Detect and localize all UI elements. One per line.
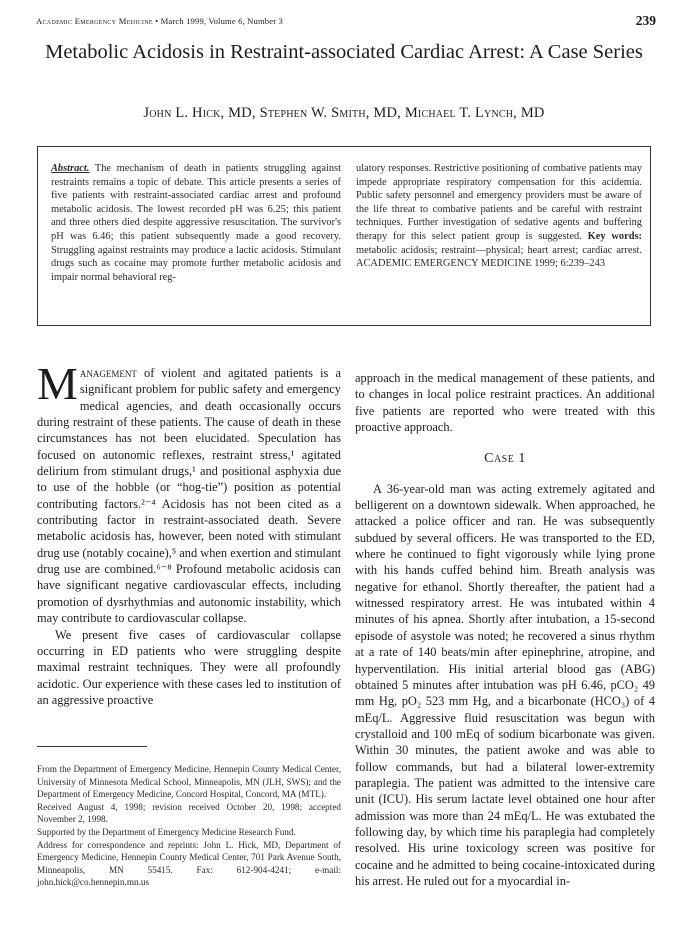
keywords-label: Key words: bbox=[587, 230, 642, 242]
footnote-affiliation: From the Department of Emergency Medicine, Hennepin County Medical Center, University of Minnesota Medical School, Minneapolis, MN (JLH, SWS); and the Department of Emergency Medicine, Concord Hospital, Concord, MA (MTL). bbox=[37, 764, 341, 800]
intro-paragraph-2: We present five cases of cardiovascular collapse occurring in ED patients who were struggling despite maximal restraint techniques. They were all profoundly acidotic. Our experience with these cases led to institution of an aggressive proactive bbox=[37, 627, 341, 707]
abstract-column-right bbox=[356, 162, 642, 271]
issue-info: March 1999, Volume 6, Number 3 bbox=[160, 16, 283, 26]
journal-name: Academic Emergency Medicine bbox=[36, 16, 153, 26]
abstract-box bbox=[37, 146, 651, 326]
footnote-correspondence: Address for correspondence and reprints: John L. Hick, MD, Department of Emergency Medicine, Hennepin County Medical Center, 701 Park Avenue South, Minneapolis, MN 55415. Fax: 612-904-4241; e-mail: john.hick@co.hennepin.mn.us bbox=[37, 839, 341, 888]
author-list: John L. Hick, MD, Stephen W. Smith, MD, Michael T. Lynch, MD bbox=[143, 105, 545, 121]
footnote-support: Supported by the Department of Emergency Medicine Research Fund. bbox=[37, 826, 296, 837]
page-number: 239 bbox=[635, 13, 656, 28]
intro-first-word: anagement bbox=[79, 366, 137, 380]
journal-info bbox=[36, 16, 283, 26]
article-title: Metabolic Acidosis in Restraint-associated Cardiac Arrest: A Case Series bbox=[45, 41, 643, 63]
footnote-rule bbox=[37, 746, 147, 747]
abstract-column-left bbox=[51, 162, 341, 284]
intro-paragraph-2-continued: approach in the medical management of these patients, and to changes in local police restraint practices. An additional five patients are reported who were treated with this proactive approach. bbox=[355, 371, 655, 435]
drop-cap: M bbox=[37, 358, 78, 409]
abstract-label: Abstract. bbox=[51, 163, 90, 174]
separator: • bbox=[155, 16, 159, 26]
intro-paragraph bbox=[37, 358, 342, 627]
footnote-dates: Received August 4, 1998; revision received October 20, 1998; accepted November 2, 1998. bbox=[37, 801, 341, 825]
abstract-text-right: ulatory responses. Restrictive positioning of combative patients may impede appropriate respiratory compensation for this acidemia. Public safety personnel and emergency providers must be aware of the life threat to combative patients and be careful with restraint techniques. Further investigation of sedative agents and buffering therapy for this select patient group is suggested. bbox=[356, 163, 642, 242]
keywords: metabolic acidosis; restraint—physical; heart arrest; cardiac arrest. bbox=[356, 244, 642, 256]
body-column-left bbox=[37, 358, 342, 708]
case-1-text: A 36-year-old man was acting extremely agitated and belligerent on a downtown sidewalk. When approached, he attacked a police officer and ran. He was subsequently subdued by several officers. He was transported to the ED, where he continued to fight vigorously while lying prone with his hands cuffed behind him. Breath analysis was negative for ethanol. Shortly thereafter, the patient had a witnessed respiratory arrest. He was intubated within 4 minutes of his apnea. Shortly after intubation, a 15-second episode of asystole was noted; he recovered a sinus rhythm at a rate of 140 beats/min after epinephrine, atropine, and hyperventilation. His initial arterial blood gas (ABG) obtained 5 minutes after intubation was pH 6.46, pCO₂ 49 mm Hg, pO₂ 523 mm Hg, and a bicarbonate (HCO₃) of 4 mEq/L. Aggressive fluid resuscitation was begun with crystalloid and 100 mEq of sodium bicarbonate was given. Within 30 minutes, the patient awoke and was able to follow commands, but had a bilateral lower-extremity paraplegia. The patient was admitted to the intensive care unit (ICU). His serum lactate level obtained one hour after admission was more than 24 mEq/L. He was extubated the following day, by which time his paraplegia had completely resolved. His urine toxicology screen was positive for cocaine and he admitted to being cocaine-intoxicated during his arrest. He ruled out for a myocardial in- bbox=[355, 481, 655, 888]
abstract-text-left: The mechanism of death in patients struggling against restraints remains a topic of debate. This article presents a series of five patients with restraint-associated cardiac arrest and profound metabolic acidosis. The lowest recorded pH was 6.25; this patient and three others died despite aggressive resuscitation. The survivor's pH was 6.46; this patient subsequently made a good recovery. Struggling against restraints may produce a lactic acidosis. Stimulant drugs such as cocaine may promote further metabolic acidosis and impair normal behavioral reg- bbox=[51, 163, 341, 283]
abstract-citation: ACADEMIC EMERGENCY MEDICINE 1999; 6:239–243 bbox=[356, 258, 605, 270]
case-1-heading: Case 1 bbox=[484, 451, 526, 467]
intro-text: of violent and agitated patients is a significant problem for public safety and emergency medical agencies, and death occasionally occurs during restraint of these patients. The cause of death in these circumstances has not been elucidated. Speculation has focused on autonomic reflexes, restraint stress,¹ agitated delirium from stimulant drugs,¹ and positional asphyxia due to use of the hobble (or “hog-tie”) position as potential contributing factors.²⁻⁴ Acidosis has not been cited as a contributing factor in restraint-associated death. Severe metabolic acidosis has, however, been noted with stimulant drug use (notably cocaine),⁵ and when exertion and stimulant drug use are combined.⁶⁻⁸ Profound metabolic acidosis can have significant negative cardiovascular effects, including promotion of dysrhythmias and autonomic instability, which may contribute to cardiovascular collapse. bbox=[37, 366, 342, 626]
body-column-right bbox=[355, 370, 655, 889]
footnotes bbox=[37, 763, 341, 889]
running-head bbox=[36, 13, 656, 29]
